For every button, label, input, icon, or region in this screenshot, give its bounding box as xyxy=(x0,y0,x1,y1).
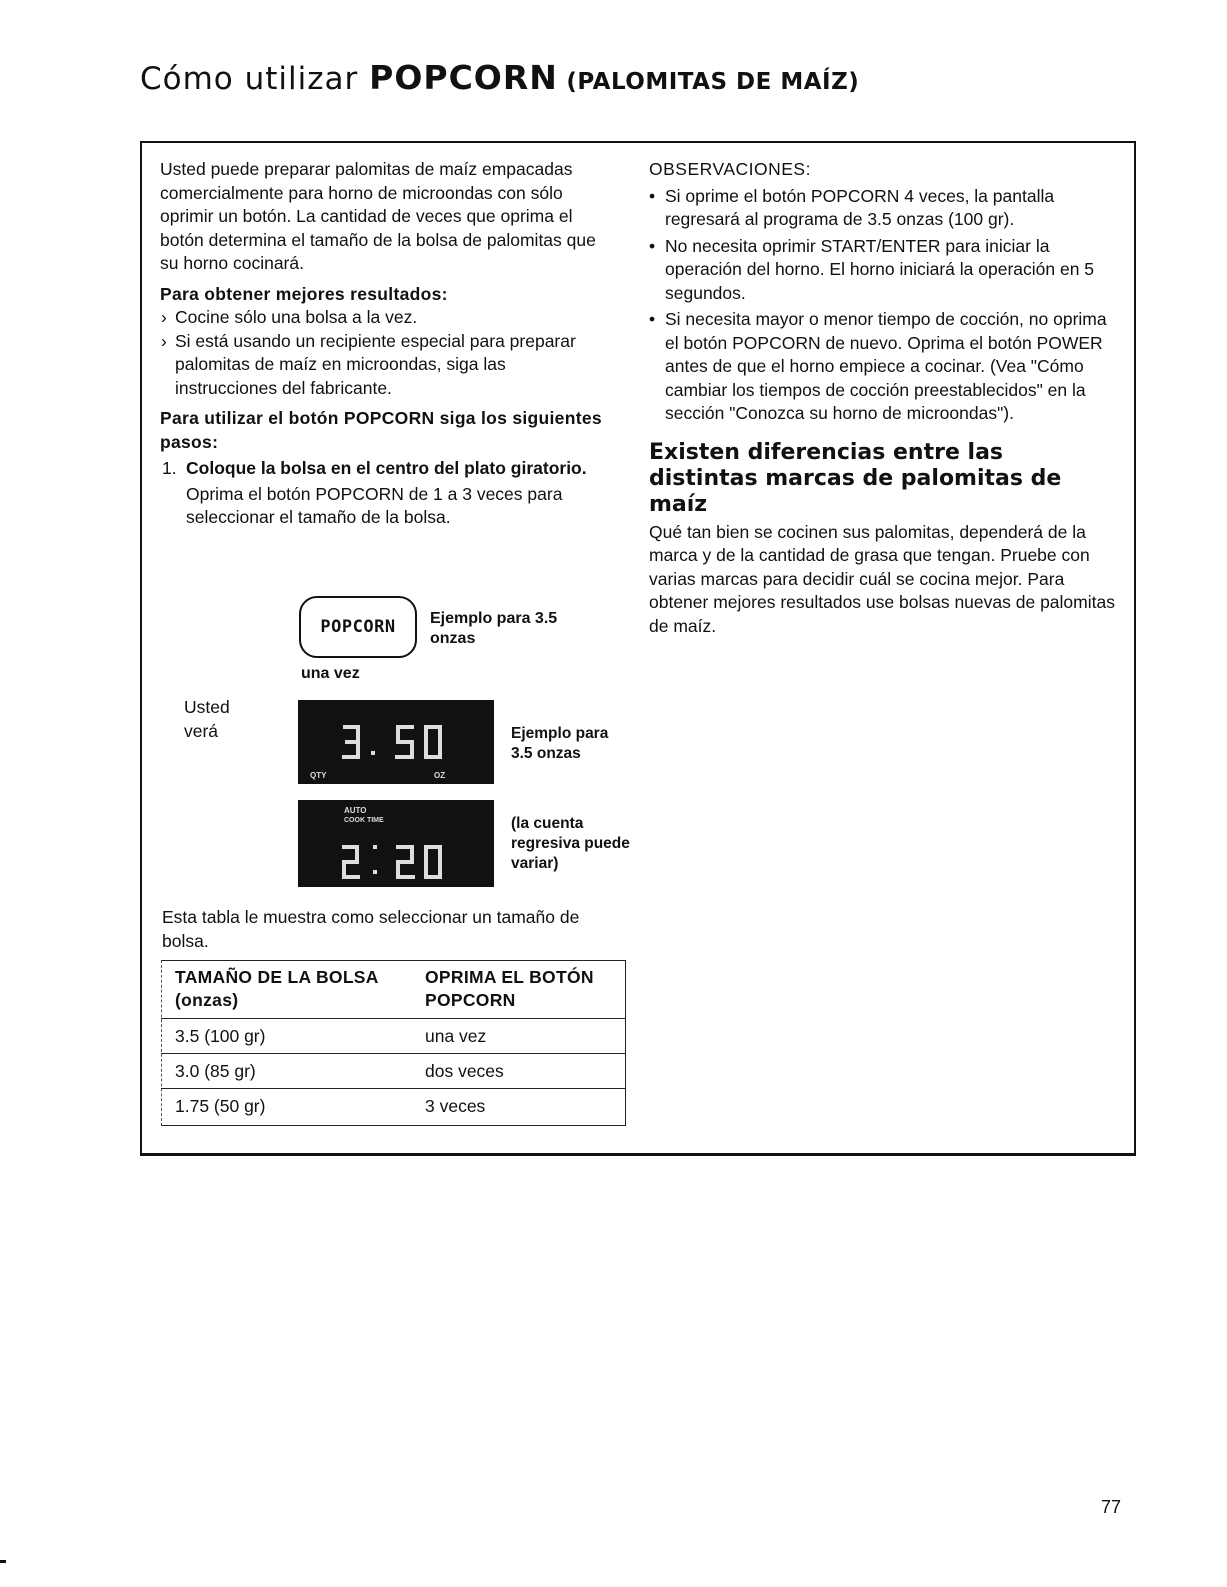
best-item-text: Si está usando un recipiente especial para preparar palomitas de maíz en microondas, siga las instrucciones del fabricante. xyxy=(175,330,576,398)
observation-item-3 xyxy=(649,308,1119,426)
bullet-mark: › xyxy=(161,307,167,327)
observation-text: Si oprime el botón POPCORN 4 veces, la pantalla regresará al programa de 3.5 onzas (100 gr). xyxy=(665,185,1055,229)
best-results-heading: Para obtener mejores resultados: xyxy=(160,283,448,304)
bullet-mark: • xyxy=(649,309,656,329)
observation-item-1 xyxy=(649,185,1119,232)
title-lead: Cómo utilizar xyxy=(140,61,370,97)
observation-item-2 xyxy=(649,235,1119,306)
display-countdown xyxy=(298,800,494,887)
cell-presses: 3 veces xyxy=(411,1089,626,1124)
page-number: 77 xyxy=(1100,1497,1121,1517)
bullet-mark: › xyxy=(161,330,167,351)
intro-paragraph: Usted puede preparar palomitas de maíz empacadas comercialmente para horno de microondas con sólo oprimir un botón. La cantidad de veces que oprima el botón determina el tamaño de la bolsa de palomitas que su horno cocinará. xyxy=(160,159,596,273)
step-1-text: Coloque la bolsa en el centro del plato giratorio. xyxy=(186,458,587,478)
bullet-mark: • xyxy=(649,185,656,206)
cell-size: 1.75 (50 gr) xyxy=(161,1089,411,1124)
step-1-body: Oprima el botón POPCORN de 1 a 3 veces para seleccionar el tamaño de la bolsa. xyxy=(186,483,563,527)
popcorn-button-illustration xyxy=(299,596,417,658)
best-item-2 xyxy=(160,330,610,401)
right-column xyxy=(649,158,1119,638)
title-popcorn: POPCORN xyxy=(369,58,558,97)
corner-mark xyxy=(0,1560,6,1563)
cell-presses: dos veces xyxy=(411,1054,626,1089)
popcorn-button-label: POPCORN xyxy=(320,617,396,637)
button-caption: una vez xyxy=(301,665,360,682)
display-digits-1 xyxy=(298,700,494,784)
table-row xyxy=(161,1054,626,1089)
table-intro: Esta tabla le muestra como seleccionar un tamaño de bolsa. xyxy=(162,907,580,951)
steps-heading: Para utilizar el botón POPCORN siga los siguientes pasos: xyxy=(160,408,602,452)
display-digits-2 xyxy=(298,800,494,887)
observation-text: Si necesita mayor o menor tiempo de cocción, no oprima el botón POPCORN de nuevo. Oprima el botón POWER antes de que el horno empiece a cocinar. (Vea "Cómo cambiar los tiempos de cocción preestablecidos" en la sección "Conozca su horno de microondas"). xyxy=(665,309,1107,423)
header-bag-size: TAMAÑO DE LA BOLSA (onzas) xyxy=(175,967,379,1010)
cell-size: 3.5 (100 gr) xyxy=(161,1019,411,1054)
brand-differences-heading: Existen diferencias entre las distintas marcas de palomitas de maíz xyxy=(649,439,1062,517)
cell-presses: una vez xyxy=(411,1019,626,1054)
countdown-note: (la cuenta regresiva puede variar) xyxy=(511,815,630,872)
example-2-caption: Ejemplo para 3.5 onzas xyxy=(511,725,609,762)
observations-heading: OBSERVACIONES: xyxy=(649,159,811,179)
table-header-row xyxy=(161,960,626,1019)
observation-text: No necesita oprimir START/ENTER para iniciar la operación del horno. El horno iniciará la operación en 5 segundos. xyxy=(665,235,1095,303)
display-left-tag: QTY xyxy=(310,771,327,780)
bag-size-table xyxy=(161,960,626,1123)
brand-differences-body: Qué tan bien se cocinen sus palomitas, dependerá de la marca y de la cantidad de grasa que tengan. Pruebe con varias marcas para decidir cuál se cocina mejor. Para obtener mejores resultados use bolsas nuevas de palomitas de maíz. xyxy=(649,521,1115,636)
cell-size: 3.0 (85 gr) xyxy=(161,1054,411,1089)
you-see-label: Usted verá xyxy=(184,697,230,741)
display-auto-tag: AUTO xyxy=(344,806,367,815)
left-column xyxy=(160,158,610,530)
best-item-1 xyxy=(160,306,610,330)
table-row xyxy=(161,1019,626,1054)
display-popcorn-size xyxy=(298,700,494,784)
display-right-tag: OZ xyxy=(434,771,446,780)
display-cook-tag: COOK TIME xyxy=(344,817,384,824)
page-title xyxy=(140,58,859,97)
title-subtitle: (PALOMITAS DE MAÍZ) xyxy=(557,69,860,95)
example-1-caption: Ejemplo para 3.5 onzas xyxy=(430,610,558,647)
step-marker: 1. xyxy=(162,458,177,478)
table-row xyxy=(161,1089,626,1124)
bullet-mark: • xyxy=(649,235,656,256)
header-press-button: OPRIMA EL BOTÓN POPCORN xyxy=(425,967,594,1010)
step-1-title xyxy=(160,457,610,481)
best-item-text: Cocine sólo una bolsa a la vez. xyxy=(175,307,418,327)
